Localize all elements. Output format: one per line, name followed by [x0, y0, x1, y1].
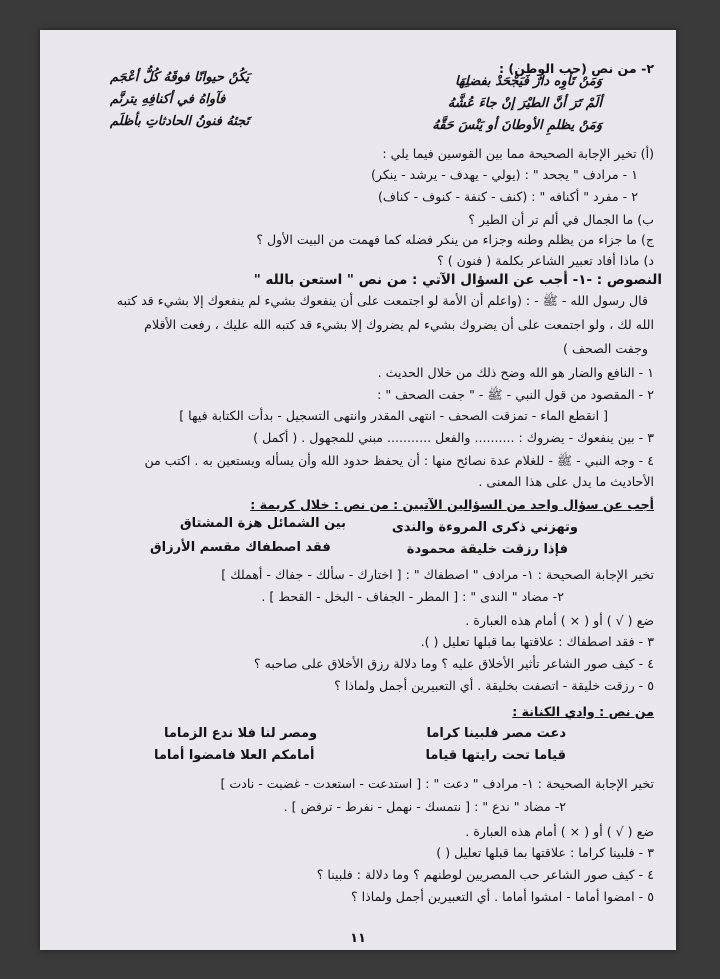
generous-question-1: تخير الإجابة الصحيحة : ١- مرادف " اصطفاك " : [ اختارك - سألك - جفاك - أهملك ] — [221, 567, 654, 582]
generous-instruction: ضع ( √ ) أو ( × ) أمام هذه العبارة . — [465, 613, 654, 628]
section-title-generous-traits: أجب عن سؤال واحد من السؤالين الآتيين : من نص : خلال كريمة : — [250, 497, 654, 512]
question-a1: ١ - مرادف " يجحد " : (يولي - يهدف - يرشد - ينكر) — [370, 167, 638, 182]
verse-3-left: تَجئهُ فنونُ الحادثاتِ بأظلَم — [110, 114, 250, 129]
generous-question-5: ٥ - رزقت خليقة - اتصفت بخليقة . أي التعبيرين أجمل ولماذا ؟ — [334, 678, 654, 693]
kinana-question-3: ٣ - فلبينا كراما : علاقتها بما قبلها تعليل ( ) — [436, 845, 654, 860]
hadith-line-3: وجفت الصحف ) — [563, 341, 648, 356]
hadith-line-2: الله لك ، ولو اجتمعت على أن يضروك بشيء لم يضروك إلا بشيء قد كتبه الله عليك ، رفعت الأقلام — [144, 317, 654, 332]
verse-1-right: وَمَنْ تَأوِه دارٌ فَيَجْحَدْ بفضلِهَا — [454, 74, 602, 89]
generous-verse-2-left: فقد اصطفاك مقسم الأرزاق — [150, 540, 331, 555]
kinana-question-4: ٤ - كيف صور الشاعر حب المصريين لوطنهم ؟ وما دلالة : فلبينا ؟ — [316, 867, 654, 882]
texts-question-3: ٣ - بين ينفعوك - يضروك : .......... والفعل ........... مبني للمجهول . ( أكمل ) — [253, 430, 654, 445]
kinana-question-2: ٢- مضاد " ندع " : [ نتمسك - نهمل - نفرط - ترفض ] . — [283, 799, 566, 814]
generous-question-4: ٤ - كيف صور الشاعر تأثير الأخلاق عليه ؟ وما دلالة رزق الأخلاق على صاحبه ؟ — [253, 656, 654, 671]
kinana-verse-1-right: دعت مصر فلبينا كراما — [426, 726, 566, 741]
generous-verse-1-right: وتهزني ذكرى المروءة والندى — [391, 520, 578, 535]
kinana-question-1: تخير الإجابة الصحيحة : ١- مرادف " دعت " : [ استدعت - استعدت - غضبت - نادت ] — [220, 776, 654, 791]
exam-page — [40, 30, 676, 950]
texts-question-4-line-2: الأحاديث ما يدل على هذا المعنى . — [478, 474, 654, 489]
kinana-question-5: ٥ - امضوا أماما - امشوا أماما . أي التعبيرين أجمل ولماذا ؟ — [350, 889, 654, 904]
kinana-instruction: ضع ( √ ) أو ( × ) أمام هذه العبارة . — [465, 824, 654, 839]
page-number: ١١ — [350, 931, 366, 946]
section-title-kinana-valley: من نص : وادي الكنانة : — [512, 704, 654, 719]
question-c: ج) ما جزاء من يظلم وطنه وجزاء من ينكر فضله كما فهمت من البيت الأول ؟ — [256, 232, 654, 247]
question-a2: ٢ - مفرد " أكنافه " : (كنف - كنفة - كنوف - كناف) — [377, 189, 638, 204]
texts-question-2-options: [ انقطع الماء - تمزقت الصحف - انتهى المقدر وانتهى التسجيل - بدأت الكتابة فيها ] — [179, 408, 608, 423]
kinana-verse-2-left: أمامكم العلا فامضوا أماما — [154, 748, 315, 763]
hadith-line-1: قال رسول الله - ﷺ - : (واعلم أن الأمة لو اجتمعت على أن ينفعوك بشيء لم ينفعوك إلا بشيء قد كتبه — [116, 293, 648, 308]
texts-question-1: ١ - النافع والضار هو الله وضح ذلك من خلال الحديث . — [377, 365, 654, 380]
question-a: (أ) تخير الإجابة الصحيحة مما بين القوسين فيما يلي : — [382, 146, 654, 161]
texts-question-4-line-1: ٤ - وجه النبي - ﷺ - للغلام عدة نصائح منها : أن يحفظ حدود الله وأن يسأله ويستعين به . اكتب من — [144, 453, 654, 468]
verse-2-right: ألَمْ تَرَ أنَّ الطيْرَ إنْ جاءَ عُشَّهُ — [447, 96, 602, 111]
generous-question-3: ٣ - فقد اصطفاك : علاقتها بما قبلها تعليل ( ). — [420, 634, 654, 649]
question-d: د) ماذا أفاد تعبير الشاعر بكلمة ( فنون ) ؟ — [437, 253, 654, 268]
kinana-verse-2-right: قياما تحت رايتها قياما — [425, 748, 566, 763]
question-b: ب) ما الجمال في ألم تر أن الطير ؟ — [468, 212, 654, 227]
generous-verse-1-left: بين الشمائل هزة المشتاق — [180, 516, 346, 531]
section-title-love-of-homeland: ٢- من نص (حب الوطن) : — [499, 61, 654, 76]
verse-3-right: وَمَنْ يظلمِ الأوطانَ أو يَنْسَ حَقَّهُ — [432, 118, 602, 133]
generous-verse-2-right: فإذا رزقت خليقة محمودة — [406, 542, 568, 557]
texts-question-2: ٢ - المقصود من قول النبي - ﷺ - " جفت الصحف " : — [377, 387, 654, 402]
kinana-verse-1-left: ومصر لنا فلا ندع الزماما — [164, 726, 318, 741]
generous-question-2: ٢- مضاد " الندى " : [ المطر - الجفاف - البخل - القحط ] . — [261, 589, 564, 604]
verse-1-left: يَكُنْ حيوانًا فوقَهُ كُلُّ أعْجَم — [110, 70, 250, 85]
verse-2-left: فآواهُ في أكنافِهِ يترنَّم — [110, 92, 226, 107]
section-title-texts: النصوص : -١- أجب عن السؤال الآتي : من نص " استعن بالله " — [253, 272, 662, 288]
